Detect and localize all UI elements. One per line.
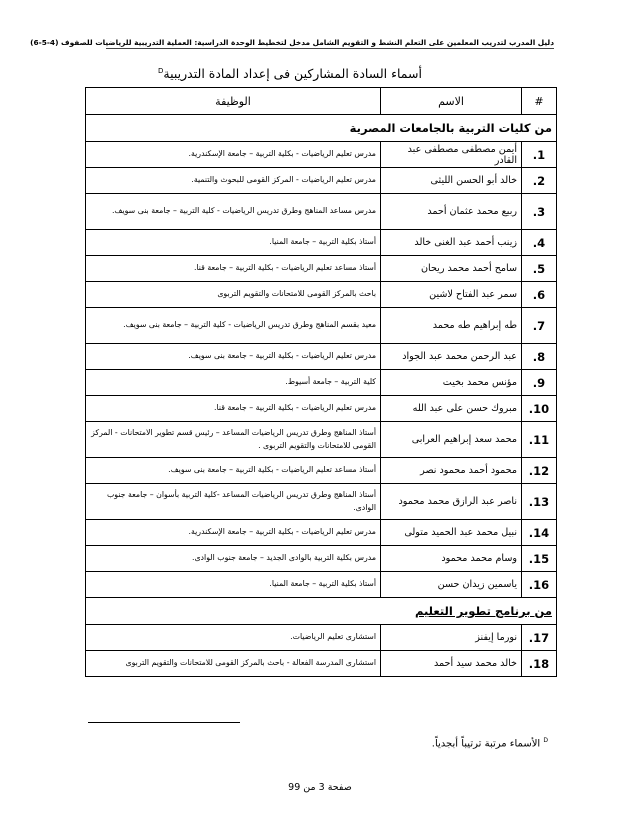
participant-name: سمر عبد الفتاح لاشين [381, 282, 522, 308]
participant-name: ربيع محمد عثمان أحمد [381, 194, 522, 230]
participant-name: نورما إيفنز [381, 625, 522, 651]
participant-role: أستاذ مساعد تعليم الرياضيات - بكلية التربية – جامعة قنا. [86, 256, 381, 282]
row-number: 18. [522, 651, 557, 677]
participant-role: مدرس تعليم الرياضيات - بكلية التربية – جامعة بنى سويف. [86, 344, 381, 370]
row-number: 14. [522, 520, 557, 546]
table-row [86, 308, 557, 344]
section-label-text: من برنامج تطوير التعليم [414, 604, 552, 618]
participant-role: مدرس تعليم الرياضيات - بكلية التربية – جامعة الإسكندرية. [86, 520, 381, 546]
participant-role: مدرس بكلية التربية بالوادى الجديد – جامعة جنوب الوادى. [86, 546, 381, 572]
column-header-number: # [522, 88, 557, 115]
table-row [86, 396, 557, 422]
row-number: 17. [522, 625, 557, 651]
section-row-universities [86, 115, 557, 142]
participant-name: خالد أبو الحسن الليثى [381, 168, 522, 194]
table-row [86, 370, 557, 396]
row-number: 2. [522, 168, 557, 194]
participant-name: مبروك حسن على عبد الله [381, 396, 522, 422]
row-number: 3. [522, 194, 557, 230]
footnote-marker: D [543, 737, 548, 744]
participant-role: أستاذ المناهج وطرق تدريس الرياضيات المساعد – رئيس قسم تطوير الامتحانات - المركز القومى للامتحانات والتقويم التربوى . [86, 422, 381, 458]
participant-name: ياسمين زيدان حسن [381, 572, 522, 598]
participant-name: ناصر عبد الرازق محمد محمود [381, 484, 522, 520]
participant-role: أستاذ بكلية التربية – جامعة المنيا. [86, 230, 381, 256]
table-row [86, 651, 557, 677]
participant-role: مدرس تعليم الرياضيات - بكلية التربية – جامعة الإسكندرية. [86, 142, 381, 168]
participant-role: مدرس تعليم الرياضيات - بكلية التربية – جامعة قنا. [86, 396, 381, 422]
row-number: 12. [522, 458, 557, 484]
table-row [86, 230, 557, 256]
table-row [86, 625, 557, 651]
table-row [86, 422, 557, 458]
participant-name: أيمن مصطفى مصطفى عبد القادر [381, 142, 522, 168]
page-number: صفحة 3 من 99 [288, 782, 352, 793]
table-row [86, 546, 557, 572]
table-header-row [86, 88, 557, 115]
participant-role: أستاذ مساعد تعليم الرياضيات - بكلية التربية – جامعة بنى سويف. [86, 458, 381, 484]
participant-name: محمود أحمد محمود نصر [381, 458, 522, 484]
table-row [86, 344, 557, 370]
row-number: 8. [522, 344, 557, 370]
participant-role: كلية التربية – جامعة أسيوط. [86, 370, 381, 396]
participant-role: معيد بقسم المناهج وطرق تدريس الرياضيات - كلية التربية – جامعة بنى سويف. [86, 308, 381, 344]
row-number: 15. [522, 546, 557, 572]
participant-role: استشارى المدرسة الفعالة - باحث بالمركز القومى للامتحانات والتقويم التربوى [86, 651, 381, 677]
participant-role: باحث بالمركز القومى للامتحانات والتقويم التربوى [86, 282, 381, 308]
section-label: من كليات التربية بالجامعات المصرية [86, 115, 557, 142]
section-row-program [86, 598, 557, 625]
footnote-separator [88, 722, 240, 723]
table-row [86, 484, 557, 520]
table-row [86, 256, 557, 282]
table-row [86, 142, 557, 168]
footnote [340, 737, 548, 749]
row-number: 4. [522, 230, 557, 256]
row-number: 7. [522, 308, 557, 344]
column-header-name: الاسم [381, 88, 522, 115]
title-footnote-marker: D [158, 66, 164, 75]
table-row [86, 458, 557, 484]
table-row [86, 520, 557, 546]
section-label [86, 598, 557, 625]
participant-name: زينب أحمد عبد الغنى خالد [381, 230, 522, 256]
row-number: 16. [522, 572, 557, 598]
table-row [86, 282, 557, 308]
row-number: 11. [522, 422, 557, 458]
participants-table [85, 87, 557, 677]
running-header: دليل المدرب لتدريب المعلمين على التعلم النشط و التقويم الشامل مدخل لتخطيط الوحدة الدراسية: العملية التدريبية للرياضيات للصفوف (4-5-6) [30, 38, 554, 47]
row-number: 13. [522, 484, 557, 520]
participant-name: مؤنس محمد بخيت [381, 370, 522, 396]
participant-name: خالد محمد سيد أحمد [381, 651, 522, 677]
table-row [86, 168, 557, 194]
participant-role: مدرس مساعد المناهج وطرق تدريس الرياضيات - كلية التربية – جامعة بنى سويف. [86, 194, 381, 230]
participant-name: وسام محمد محمود [381, 546, 522, 572]
row-number: 6. [522, 282, 557, 308]
participant-name: سامح أحمد محمد ريحان [381, 256, 522, 282]
page-title [150, 66, 430, 81]
participant-name: عبد الرحمن محمد عبد الجواد [381, 344, 522, 370]
participant-name: نبيل محمد عبد الحميد متولى [381, 520, 522, 546]
column-header-job: الوظيفة [86, 88, 381, 115]
row-number: 5. [522, 256, 557, 282]
table-row [86, 572, 557, 598]
page-title-text: أسماء السادة المشاركين فى إعداد المادة التدريبية [163, 66, 422, 81]
participant-role: أستاذ بكلية التربية – جامعة المنيا. [86, 572, 381, 598]
row-number: 10. [522, 396, 557, 422]
table-row [86, 194, 557, 230]
row-number: 9. [522, 370, 557, 396]
participant-role: مدرس تعليم الرياضيات - المركز القومى للبحوث والتنمية. [86, 168, 381, 194]
participant-role: أستاذ المناهج وطرق تدريس الرياضيات المساعد -كلية التربية بأسوان – جامعة جنوب الوادى. [86, 484, 381, 520]
row-number: 1. [522, 142, 557, 168]
footnote-text: الأسماء مرتبة ترتيباً أبجدياً. [431, 738, 541, 750]
participant-role: استشارى تعليم الرياضيات. [86, 625, 381, 651]
participant-name: محمد سعد إبراهيم العرابى [381, 422, 522, 458]
participant-name: طه إبراهيم طه محمد [381, 308, 522, 344]
